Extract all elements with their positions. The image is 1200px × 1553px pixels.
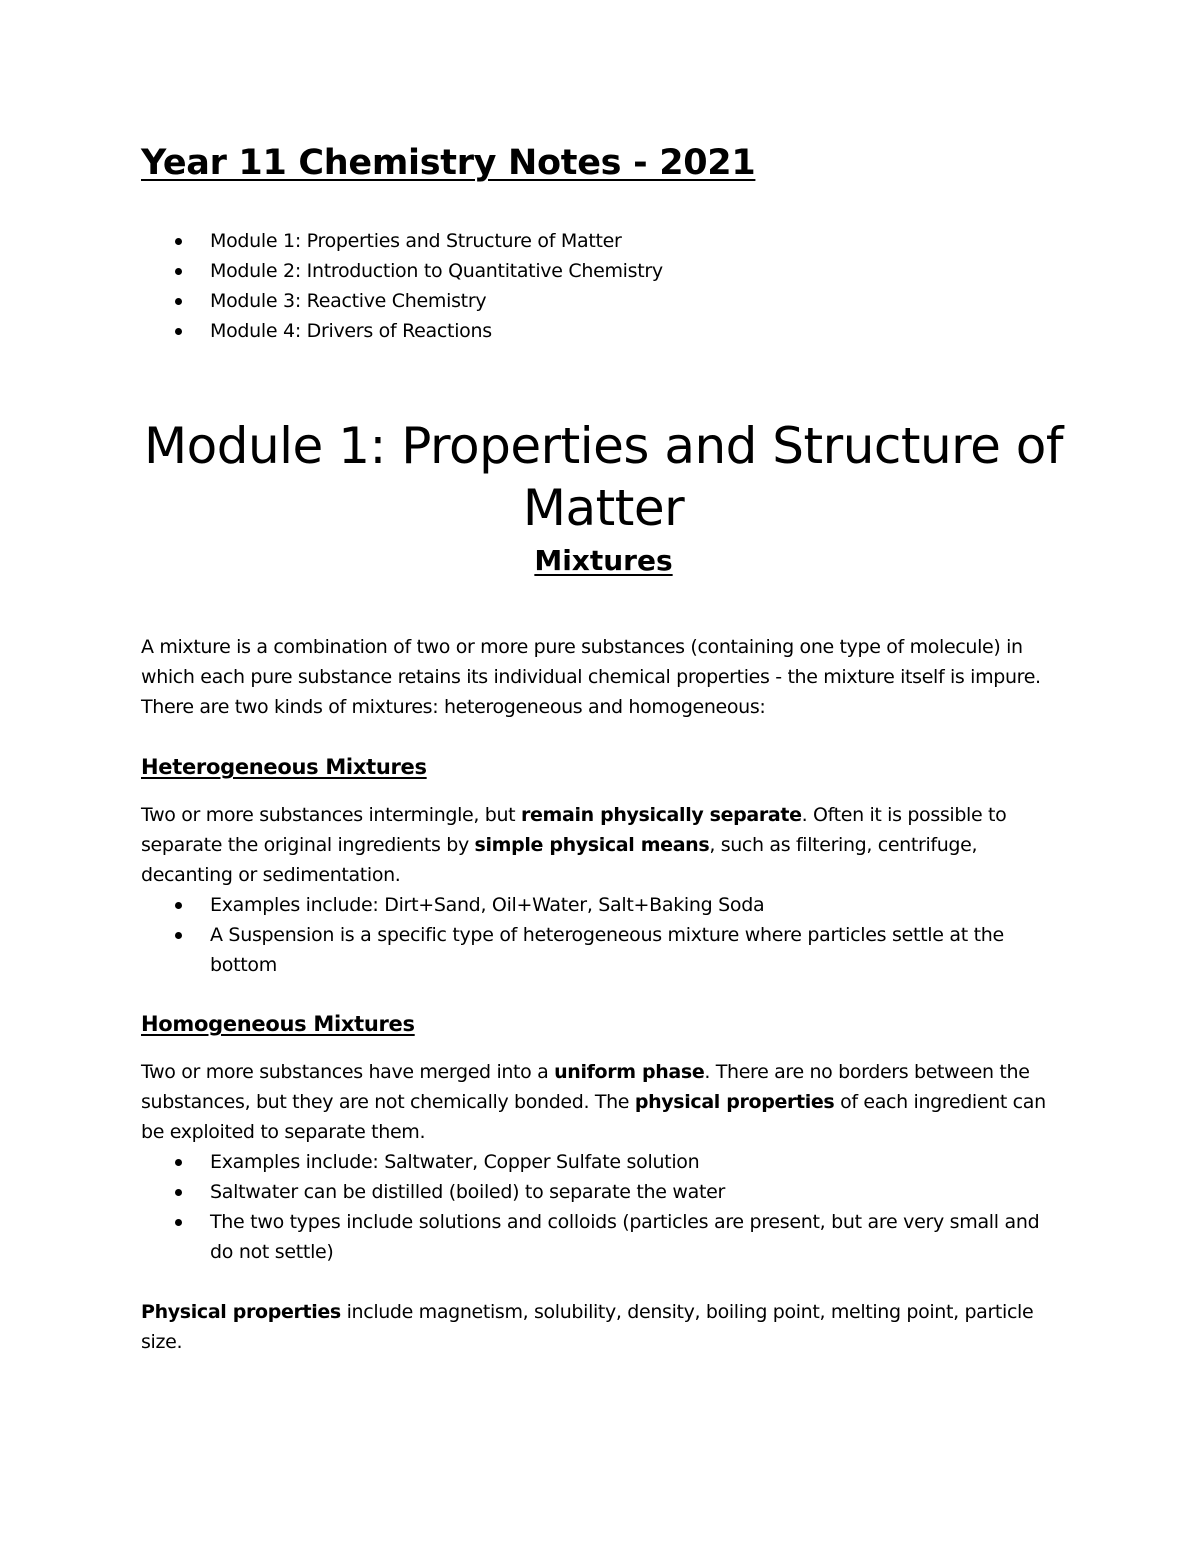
bold-term: uniform phase	[554, 1061, 705, 1083]
intro-paragraph: A mixture is a combination of two or more pure substances (containing one type of molecule) in which each pure substance retains its individual chemical properties - the mixture itself is impure. There are two kinds of mixtures: heterogeneous and homogeneous:	[141, 636, 1041, 718]
text-run: of each ingredient can be exploited to separate them.	[141, 1091, 1046, 1143]
text-run: . Often it is possible to separate the original ingredients by	[141, 804, 1007, 856]
heterogeneous-paragraph	[141, 800, 1066, 890]
text-run: . There are no borders between the substances, but they are not chemically bonded. The	[141, 1061, 1030, 1113]
document-title: Year 11 Chemistry Notes - 2021	[141, 143, 756, 183]
text-run: Two or more substances intermingle, but	[141, 804, 521, 826]
bold-term: remain physically separate	[520, 804, 802, 826]
module-list-item: Module 3: Reactive Chemistry	[141, 286, 1066, 316]
module-list-item: Module 1: Properties and Structure of Matter	[141, 226, 1066, 256]
module-heading-line2: Matter	[522, 479, 685, 537]
homogeneous-heading: Homogeneous Mixtures	[141, 1012, 415, 1036]
text-run: include magnetism, solubility, density, boiling point, melting point, particle size.	[141, 1301, 1034, 1353]
bullet-item: Examples include: Dirt+Sand, Oil+Water, Salt+Baking Soda	[141, 890, 1066, 920]
module-heading-line1: Module 1: Properties and Structure of	[144, 417, 1063, 475]
bullet-item: A Suspension is a specific type of heterogeneous mixture where particles settle at the bottom	[141, 920, 1066, 980]
module-list-item: Module 4: Drivers of Reactions	[141, 316, 1066, 346]
text-run: , such as filtering, centrifuge, decanting or sedimentation.	[141, 834, 978, 886]
heterogeneous-section	[141, 800, 1066, 980]
module-list-item: Module 2: Introduction to Quantitative Chemistry	[141, 256, 1066, 286]
homogeneous-bullets	[141, 1147, 1066, 1267]
heterogeneous-heading: Heterogeneous Mixtures	[141, 755, 427, 779]
bold-term: physical properties	[634, 1091, 835, 1113]
heterogeneous-bullets	[141, 890, 1066, 980]
text-run: Two or more substances have merged into a	[141, 1061, 555, 1083]
bold-term: simple physical means	[474, 834, 710, 856]
bold-term: Physical properties	[141, 1301, 341, 1323]
bullet-item: The two types include solutions and colloids (particles are present, but are very small and do not settle)	[141, 1207, 1066, 1267]
module-heading	[141, 415, 1066, 539]
module-list	[141, 226, 1066, 346]
physical-properties-paragraph	[141, 1297, 1066, 1357]
section-heading-mixtures: Mixtures	[534, 544, 673, 577]
homogeneous-section	[141, 1057, 1066, 1267]
homogeneous-paragraph	[141, 1057, 1066, 1147]
bullet-item: Saltwater can be distilled (boiled) to separate the water	[141, 1177, 1066, 1207]
bullet-item: Examples include: Saltwater, Copper Sulfate solution	[141, 1147, 1066, 1177]
